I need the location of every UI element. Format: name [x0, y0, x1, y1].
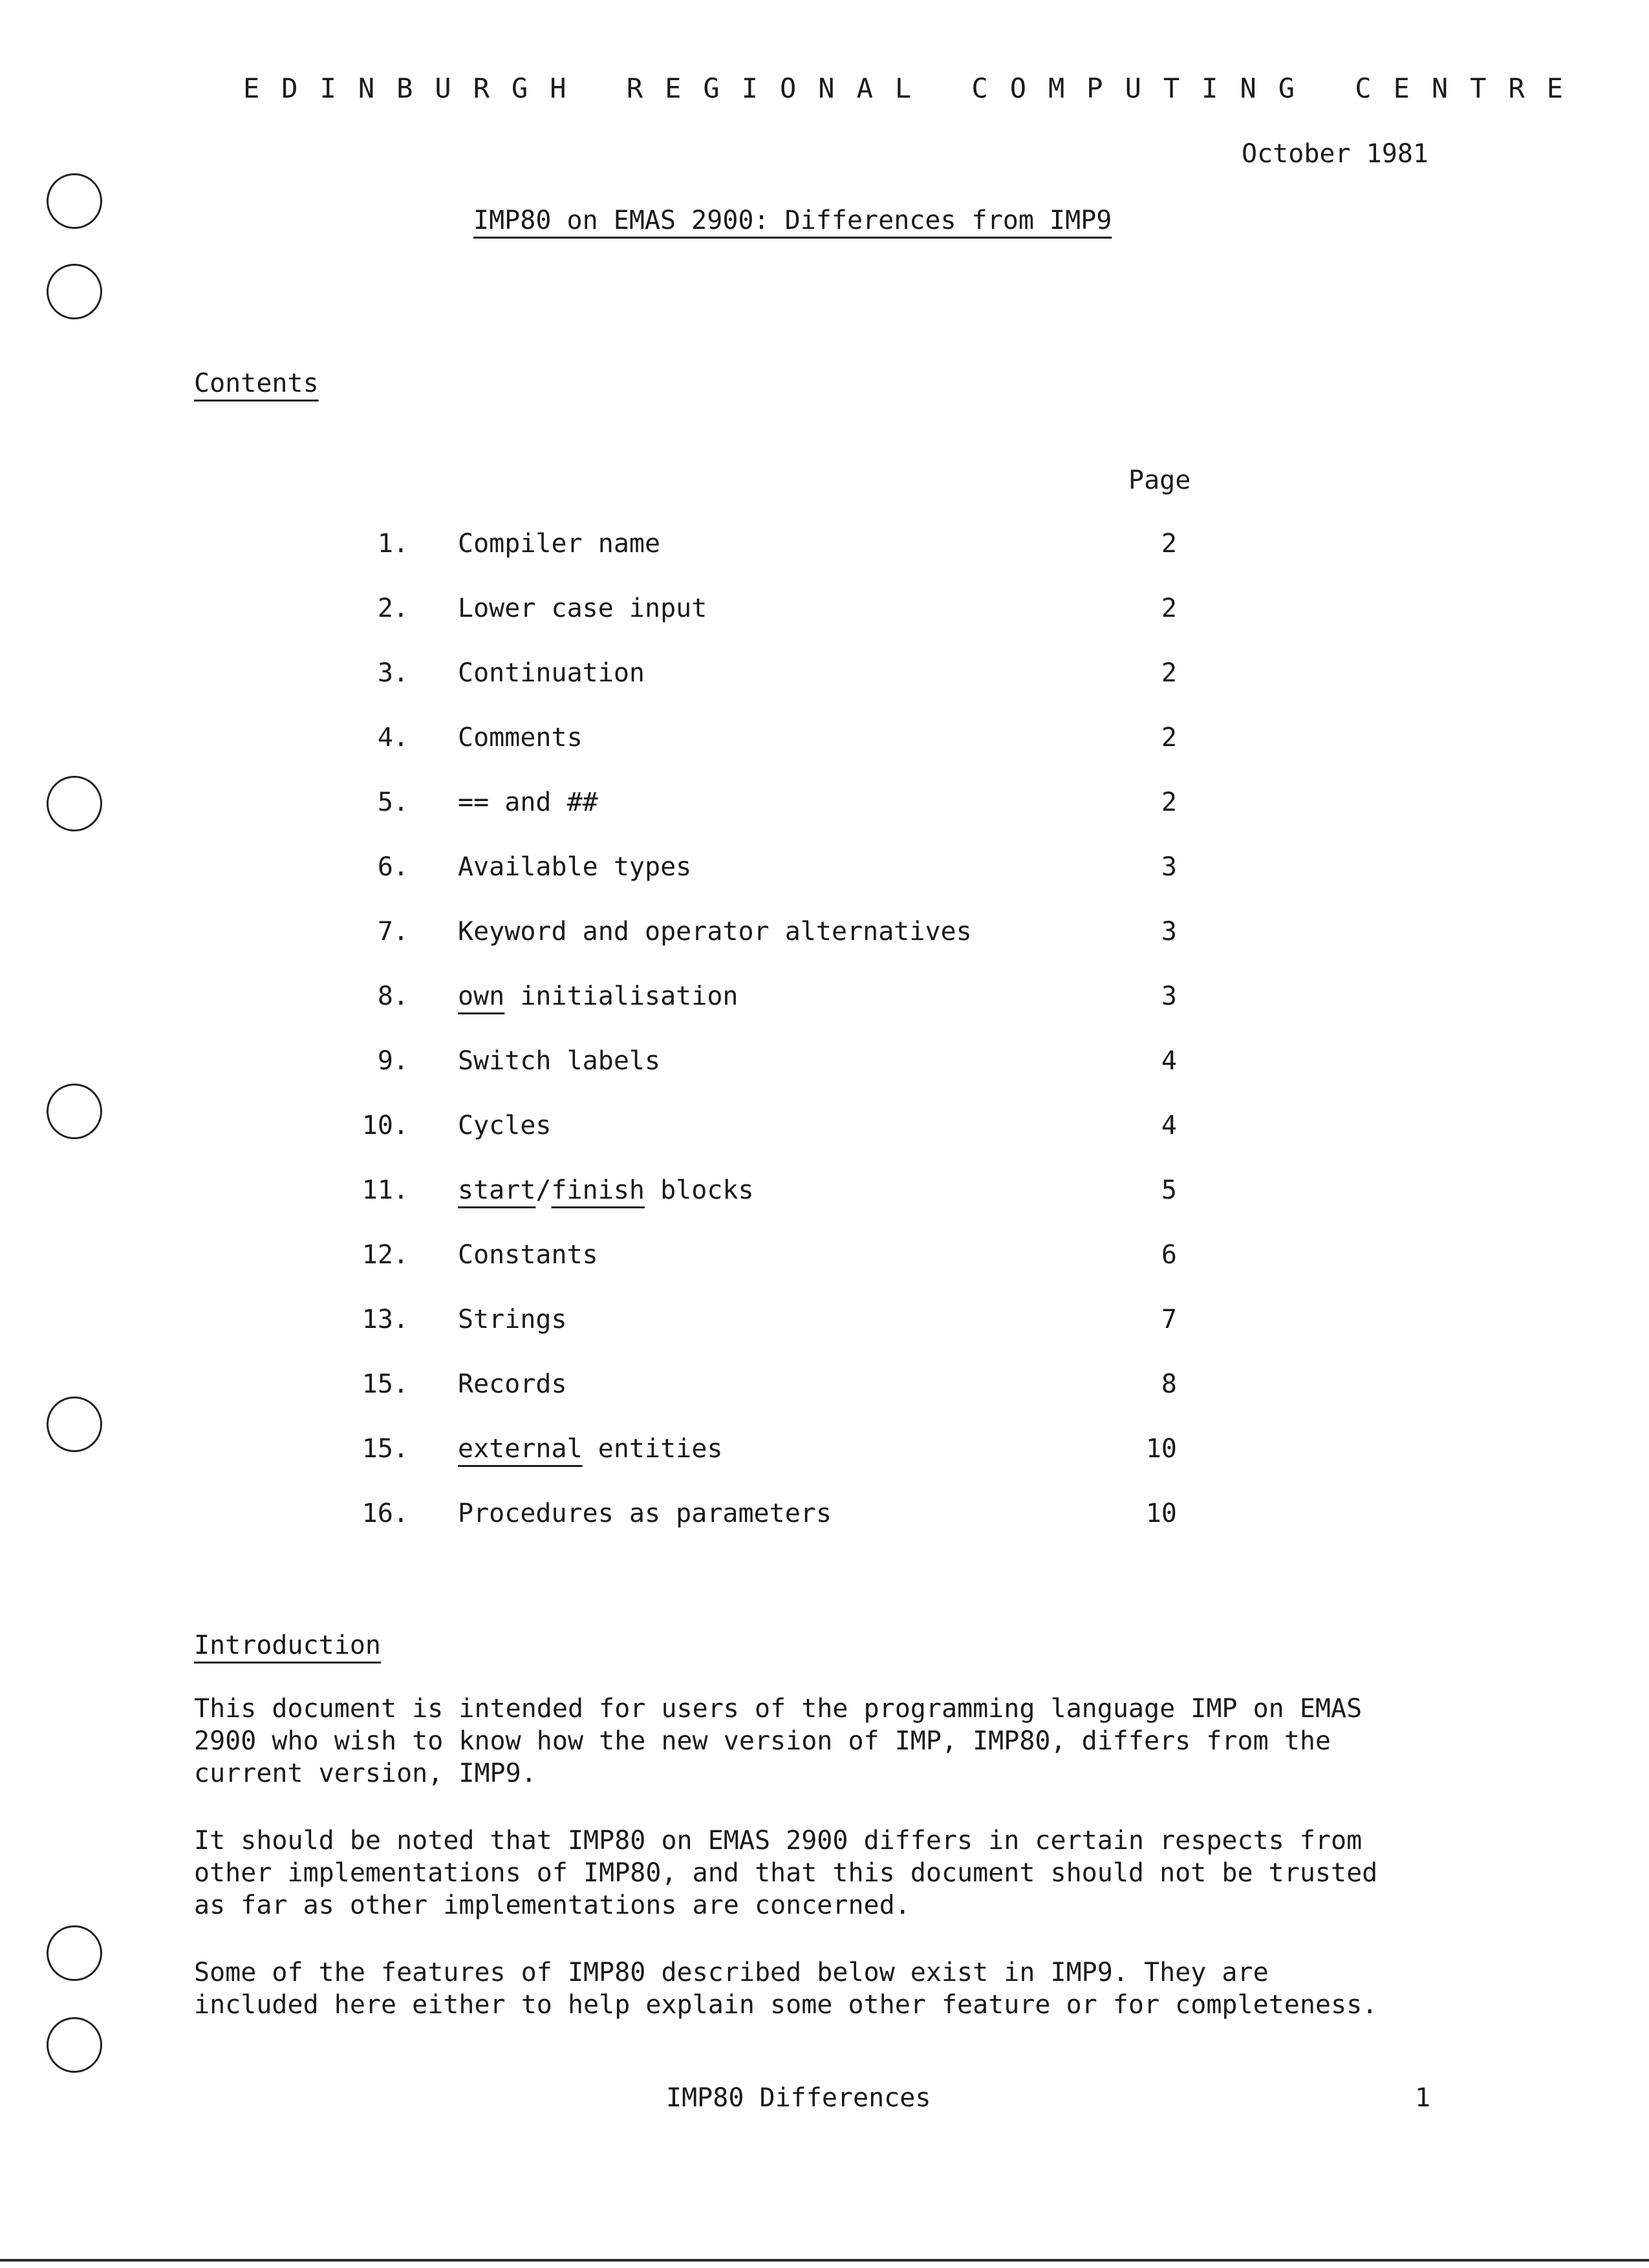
- punch-hole-icon: [47, 1925, 102, 1981]
- toc-entry: [349, 981, 1216, 1046]
- toc-entry-title: == and ##: [458, 787, 598, 817]
- toc-entry: [349, 1499, 1216, 1563]
- toc-entry-number: 5.: [377, 787, 409, 817]
- toc-entry-page: 2: [1161, 594, 1177, 623]
- toc-entry-page: 2: [1161, 787, 1177, 817]
- toc-entry-title: [458, 981, 738, 1011]
- toc-entry-title: Available types: [458, 852, 692, 882]
- table-of-contents: [349, 529, 1216, 1563]
- keyword-finish: finish: [551, 1175, 645, 1205]
- toc-entry-title: [458, 1434, 722, 1464]
- toc-entry-title: Comments: [458, 723, 583, 753]
- toc-entry-number: 9.: [377, 1046, 409, 1076]
- introduction-paragraph: This document is intended for users of the programming language IMP on EMAS 2900 who wish to know how the new version of IMP, IMP80, differs from the current version, IMP9.: [194, 1694, 1363, 1788]
- toc-entry-title: [458, 1175, 754, 1205]
- toc-entry-title: Cycles: [458, 1111, 552, 1140]
- toc-entry: [349, 852, 1216, 917]
- toc-entry-number: 13.: [361, 1305, 409, 1334]
- toc-entry-number: 1.: [377, 529, 409, 559]
- toc-entry: [349, 1369, 1216, 1434]
- toc-entry-title: Switch labels: [458, 1046, 661, 1076]
- toc-entry-number: 8.: [377, 981, 409, 1011]
- page-column-heading: Page: [1128, 465, 1191, 495]
- toc-entry-page: 7: [1161, 1305, 1177, 1334]
- toc-entry-title: Procedures as parameters: [458, 1499, 832, 1528]
- toc-entry-page: 2: [1161, 723, 1177, 753]
- toc-entry-number: 15.: [361, 1434, 409, 1464]
- toc-entry-page: 2: [1161, 529, 1177, 559]
- toc-entry: [349, 723, 1216, 787]
- punch-hole-icon: [47, 1396, 102, 1452]
- document-title: IMP80 on EMAS 2900: Differences from IMP9: [473, 206, 1112, 235]
- toc-entry-number: 16.: [361, 1499, 409, 1528]
- toc-entry-title-separator: /: [535, 1175, 552, 1205]
- toc-entry-title-rest: blocks: [645, 1175, 754, 1205]
- toc-entry-page: 3: [1161, 852, 1177, 882]
- toc-entry: [349, 1111, 1216, 1175]
- toc-entry: [349, 1175, 1216, 1240]
- toc-entry-number: 12.: [361, 1240, 409, 1270]
- toc-entry-number: 6.: [377, 852, 409, 882]
- toc-entry: [349, 917, 1216, 981]
- toc-entry: [349, 1240, 1216, 1305]
- toc-entry: [349, 594, 1216, 658]
- toc-entry-title-rest: initialisation: [504, 981, 738, 1011]
- page-bottom-edge: [0, 2259, 1649, 2262]
- introduction-paragraph: It should be noted that IMP80 on EMAS 2900 differs in certain respects from other implementations of IMP80, and that this document should not be trusted as far as other implementations are concerned.: [194, 1826, 1378, 1920]
- toc-entry-page: 2: [1161, 658, 1177, 688]
- toc-entry-title-rest: entities: [582, 1434, 723, 1464]
- toc-entry-number: 11.: [361, 1175, 409, 1205]
- toc-entry-title: Continuation: [458, 658, 645, 688]
- punch-hole-icon: [47, 1084, 102, 1139]
- toc-entry: [349, 1046, 1216, 1111]
- toc-entry-number: 2.: [377, 594, 409, 623]
- toc-entry-number: 4.: [377, 723, 409, 753]
- punch-hole-icon: [47, 264, 102, 319]
- toc-entry-number: 3.: [377, 658, 409, 688]
- footer-title: IMP80 Differences: [666, 2083, 931, 2113]
- toc-entry-title: Lower case input: [458, 594, 707, 623]
- footer-page-number: 1: [1415, 2083, 1431, 2113]
- toc-entry-title: Constants: [458, 1240, 598, 1270]
- introduction-paragraph: Some of the features of IMP80 described below exist in IMP9. They are included here either to help explain some other feature or for completeness.: [194, 1958, 1378, 2020]
- punch-hole-icon: [47, 173, 102, 229]
- toc-entry: [349, 658, 1216, 723]
- toc-entry-title: Keyword and operator alternatives: [458, 917, 972, 947]
- punch-hole-icon: [47, 776, 102, 831]
- toc-entry-number: 7.: [377, 917, 409, 947]
- toc-entry: [349, 1434, 1216, 1499]
- keyword-own: own: [458, 981, 505, 1011]
- toc-entry-number: 15.: [361, 1369, 409, 1399]
- toc-entry: [349, 787, 1216, 852]
- toc-entry-page: 10: [1145, 1499, 1177, 1528]
- punch-hole-icon: [47, 2017, 102, 2073]
- toc-entry-title: Strings: [458, 1305, 567, 1334]
- toc-entry: [349, 1305, 1216, 1369]
- toc-entry: [349, 529, 1216, 594]
- keyword-start: start: [458, 1175, 536, 1205]
- toc-entry-number: 10.: [361, 1111, 409, 1140]
- toc-entry-page: 10: [1145, 1434, 1177, 1464]
- toc-entry-page: 4: [1161, 1111, 1177, 1140]
- organisation-heading: EDINBURGH REGIONAL COMPUTING CENTRE: [243, 72, 1586, 104]
- toc-entry-title: Records: [458, 1369, 567, 1399]
- introduction-heading: Introduction: [194, 1631, 381, 1660]
- toc-entry-page: 6: [1161, 1240, 1177, 1270]
- document-date: October 1981: [1242, 139, 1428, 169]
- keyword-external: external: [458, 1434, 583, 1464]
- toc-entry-page: 3: [1161, 917, 1177, 947]
- toc-entry-page: 3: [1161, 981, 1177, 1011]
- toc-entry-page: 4: [1161, 1046, 1177, 1076]
- toc-entry-title: Compiler name: [458, 529, 661, 559]
- toc-entry-page: 8: [1161, 1369, 1177, 1399]
- contents-heading: Contents: [194, 369, 319, 398]
- toc-entry-page: 5: [1161, 1175, 1177, 1205]
